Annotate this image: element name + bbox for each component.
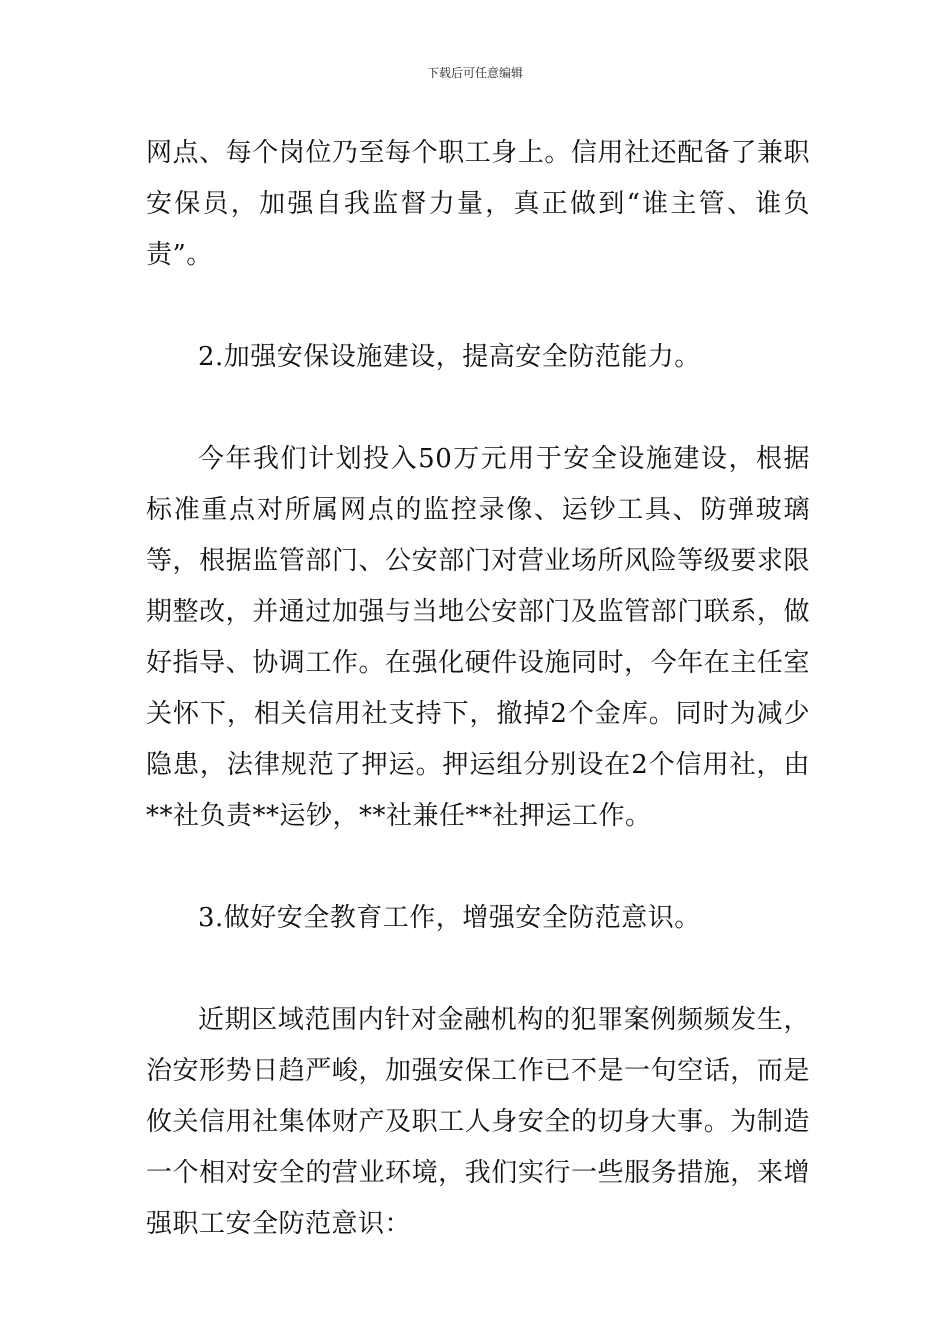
paragraph-continuation: 网点、每个岗位乃至每个职工身上。信用社还配备了兼职安保员，加强自我监督力量，真正做到“谁主管、谁负责”。: [146, 138, 810, 270]
document-body: [146, 128, 810, 1250]
section-heading-3: 3.做好安全教育工作，增强安全防范意识。: [198, 903, 701, 933]
page-header: 下载后可任意编辑: [426, 66, 523, 80]
paragraph-education: 近期区域范围内针对金融机构的犯罪案例频频发生，治安形势日趋严峻，加强安保工作已不是一句空话，而是攸关信用社集体财产及职工人身安全的切身大事。为制造一个相对安全的营业环境，我们实行一些服务措施，来增强职工安全防范意识：: [146, 1005, 810, 1239]
paragraph-facilities: 今年我们计划投入50万元用于安全设施建设，根据标准重点对所属网点的监控录像、运钞工具、防弹玻璃等，根据监管部门、公安部门对营业场所风险等级要求限期整改，并通过加强与当地公安部门及监管部门联系，做好指导、协调工作。在强化硬件设施同时，今年在主任室关怀下，相关信用社支持下，撤掉2个金库。同时为减少隐患，法律规范了押运。押运组分别设在2个信用社，由**社负责**运钞，**社兼任**社押运工作。: [146, 444, 810, 831]
section-heading-2: 2.加强安保设施建设，提高安全防范能力。: [198, 342, 701, 372]
